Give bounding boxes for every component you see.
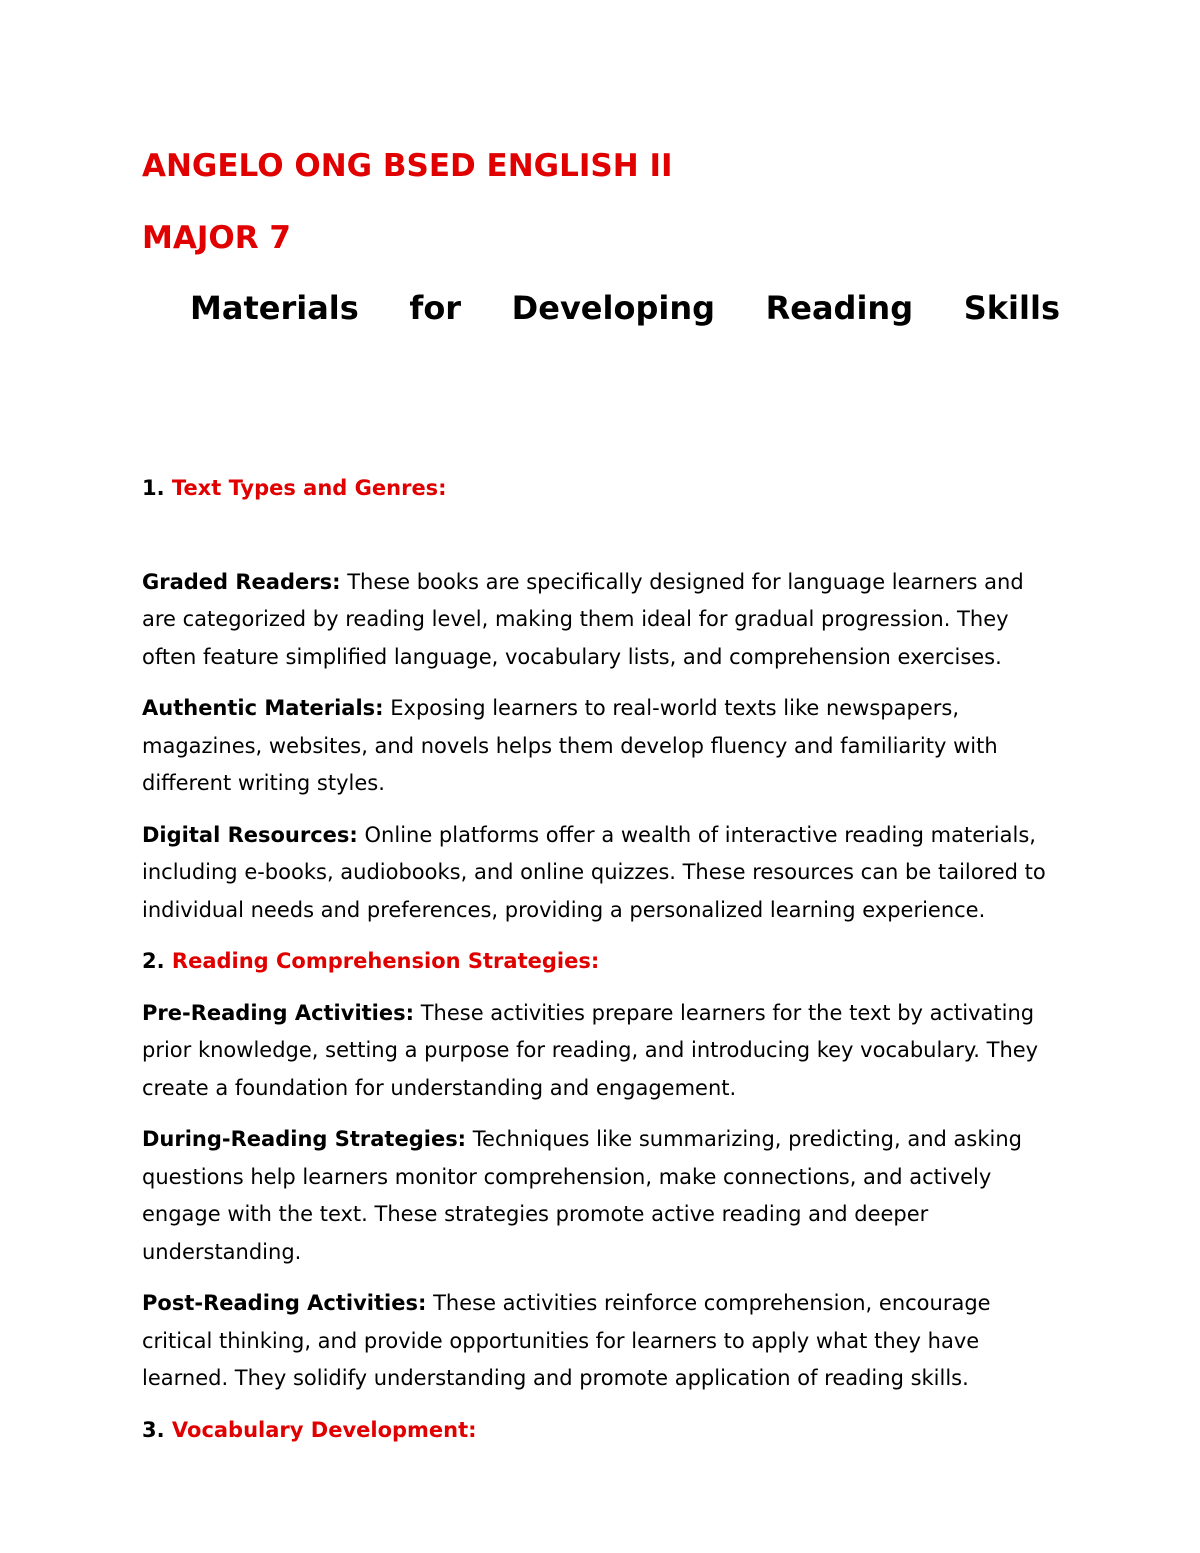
paragraph-post-reading: [142, 1285, 1060, 1398]
paragraph-during-reading: [142, 1121, 1060, 1271]
document-body: [142, 470, 1060, 1449]
title-word: Materials: [190, 289, 359, 327]
section-label: Vocabulary Development:: [171, 1417, 477, 1442]
section-heading-vocabulary: [142, 1412, 1060, 1450]
paragraph-text: These activities prepare learners for the text by activating prior knowledge, setting a purpose for reading, and introducing key vocabulary. They create a foundation for understanding and engagement.: [142, 1000, 1039, 1100]
paragraph-pre-reading: [142, 995, 1060, 1108]
term-label: During-Reading Strategies:: [142, 1127, 467, 1151]
paragraph-graded-readers: [142, 564, 1060, 677]
section-number: 1.: [142, 476, 165, 500]
section-label: Text Types and Genres:: [171, 476, 447, 500]
title-word: for: [409, 289, 462, 327]
term-label: Post-Reading Activities:: [142, 1291, 427, 1315]
paragraph-authentic-materials: [142, 690, 1060, 803]
title-word: Developing: [511, 289, 716, 327]
paragraph-text: These activities reinforce comprehension, encourage critical thinking, and provide opportunities for learners to apply what they have learned. They solidify understanding and promote application of reading skills.: [142, 1291, 991, 1390]
title-word: Reading: [765, 289, 914, 327]
term-label: Digital Resources:: [142, 822, 358, 847]
paragraph-text: Exposing learners to real-world texts like newspapers, magazines, websites, and novels helps them develop fluency and familiarity with different writing styles.: [142, 696, 998, 795]
section-heading-comprehension-strategies: [142, 943, 1060, 981]
course-line: MAJOR 7: [142, 220, 291, 256]
paragraph-text: Techniques like summarizing, predicting, and asking questions help learners monitor comprehension, make connections, and actively engage with the text. These strategies promote active reading and deeper understanding.: [142, 1127, 1022, 1264]
section-number: 2.: [142, 949, 165, 973]
paragraph-text: These books are specifically designed for language learners and are categorized by reading level, making them ideal for gradual progression. They often feature simplified language, vocabulary lists, and comprehension exercises.: [142, 569, 1024, 669]
term-label: Pre-Reading Activities:: [142, 1000, 415, 1025]
paragraph-digital-resources: [142, 817, 1060, 930]
term-label: Authentic Materials:: [142, 696, 384, 720]
author-line: ANGELO ONG BSED ENGLISH II: [142, 148, 673, 184]
section-heading-text-types: [142, 470, 1060, 508]
term-label: Graded Readers:: [142, 569, 341, 594]
document-title: [190, 288, 1060, 328]
paragraph-text: Online platforms offer a wealth of interactive reading materials, including e-books, audiobooks, and online quizzes. These resources can be tailored to individual needs and preferences, providing a personalized learning experience.: [142, 822, 1046, 922]
title-word: Skills: [963, 289, 1060, 327]
section-number: 3.: [142, 1417, 165, 1442]
section-label: Reading Comprehension Strategies:: [171, 949, 600, 973]
